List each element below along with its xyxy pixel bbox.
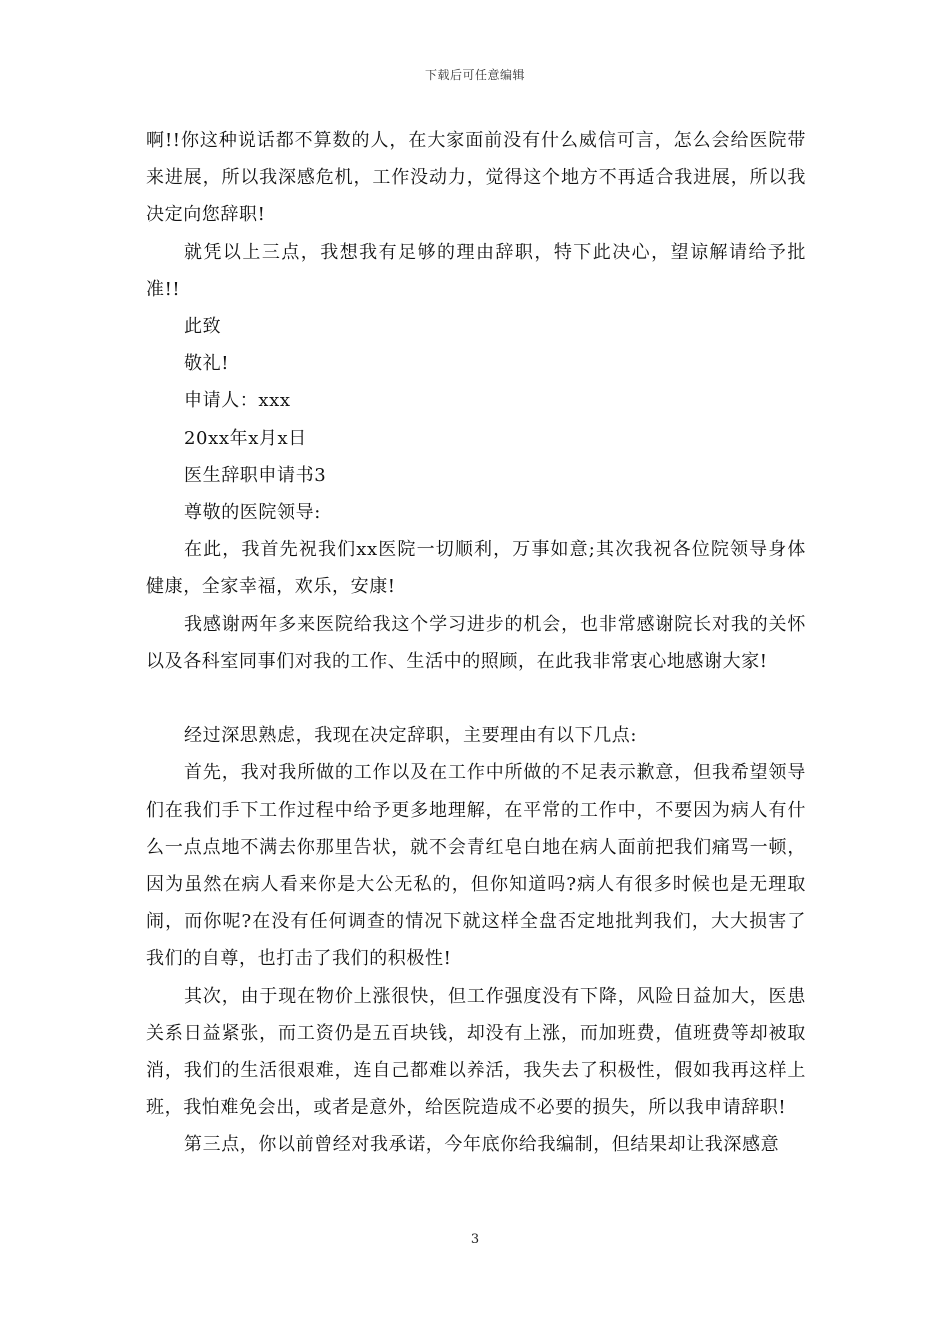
- paragraph: 申请人：xxx: [184, 390, 291, 412]
- paragraph: 医生辞职申请书3: [184, 464, 327, 486]
- paragraph: 敬礼!: [184, 353, 230, 375]
- paragraph-gap: [146, 680, 806, 717]
- paragraph: 我感谢两年多来医院给我这个学习进步的机会，也非常感谢院长对我的关怀以及各科室同事们对我的工作、生活中的照顾，在此我非常衷心地感谢大家!: [146, 613, 806, 672]
- paragraph: 首先，我对我所做的工作以及在工作中所做的不足表示歉意，但我希望领导们在我们手下工作过程中给予更多地理解，在平常的工作中，不要因为病人有什么一点点地不满去你那里告状，就不会青红皂白地在病人面前把我们痛骂一顿，因为虽然在病人看来你是大公无私的，但你知道吗?病人有很多时候也是无理取闹，而你呢?在没有任何调查的情况下就这样全盘否定地批判我们，大大损害了我们的自尊，也打击了我们的积极性!: [146, 762, 806, 970]
- document-body: [146, 122, 806, 1164]
- paragraph: 啊!!你这种说话都不算数的人，在大家面前没有什么威信可言，怎么会给医院带来进展，所以我深感危机，工作没动力，觉得这个地方不再适合我进展，所以我决定向您辞职!: [146, 130, 806, 226]
- paragraph: 尊敬的医院领导:: [184, 502, 321, 524]
- paragraph: 此致: [184, 316, 222, 338]
- paragraph: 就凭以上三点，我想我有足够的理由辞职，特下此决心，望谅解请给予批准!!: [146, 241, 806, 300]
- paragraph: 经过深思熟虑，我现在决定辞职，主要理由有以下几点:: [184, 725, 638, 747]
- page-header: 下载后可任意编辑: [424, 68, 525, 82]
- paragraph: 其次，由于现在物价上涨很快，但工作强度没有下降，风险日益加大，医患关系日益紧张，而工资仍是五百块钱，却没有上涨，而加班费，值班费等却被取消，我们的生活很艰难，连自己都难以养活，我失去了积极性，假如我再这样上班，我怕难免会出，或者是意外，给医院造成不必要的损失，所以我申请辞职!: [146, 985, 806, 1119]
- paragraph: 第三点，你以前曾经对我承诺，今年底你给我编制，但结果却让我深感意: [184, 1134, 780, 1156]
- paragraph: 20xx年x月x日: [184, 427, 307, 449]
- page-number: 3: [470, 1232, 480, 1247]
- paragraph: 在此，我首先祝我们xx医院一切顺利，万事如意;其次我祝各位院领导身体健康，全家幸福，欢乐，安康!: [146, 539, 806, 598]
